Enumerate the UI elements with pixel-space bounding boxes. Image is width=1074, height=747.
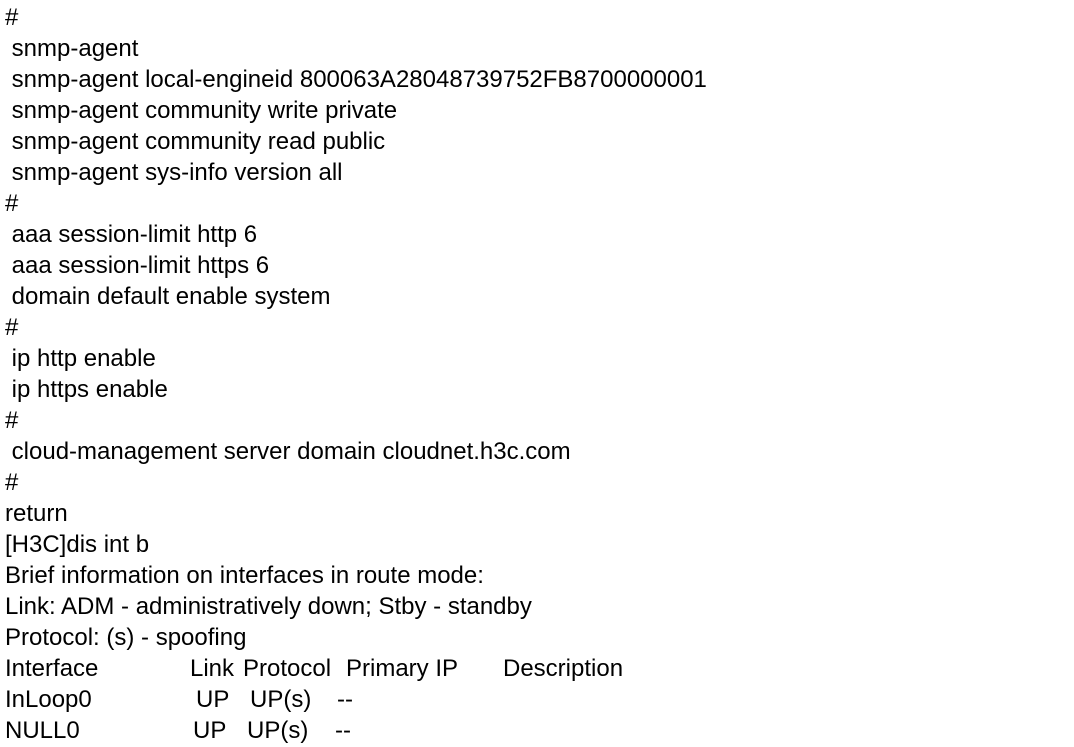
table-cell: NULL0 bbox=[5, 717, 80, 744]
terminal-line: domain default enable system bbox=[5, 283, 331, 310]
terminal-line: snmp-agent sys-info version all bbox=[5, 159, 343, 186]
table-cell: UP(s) bbox=[250, 686, 312, 713]
table-header: Interface bbox=[5, 655, 99, 682]
terminal-line: snmp-agent local-engineid 800063A28048739752FB8700000001 bbox=[5, 66, 707, 93]
terminal-line: snmp-agent community write private bbox=[5, 97, 398, 124]
terminal-line: # bbox=[5, 407, 19, 434]
table-cell: UP(s) bbox=[247, 717, 309, 744]
table-cell: InLoop0 bbox=[5, 686, 92, 713]
terminal-line: Brief information on interfaces in route mode: bbox=[5, 562, 484, 589]
terminal-line: # bbox=[5, 469, 19, 496]
terminal-line: # bbox=[5, 190, 19, 217]
terminal-line: cloud-management server domain cloudnet.h3c.com bbox=[5, 438, 571, 465]
table-header: Primary IP bbox=[346, 655, 459, 682]
terminal-line: Protocol: (s) - spoofing bbox=[5, 624, 247, 651]
terminal-line: [H3C]dis int b bbox=[5, 531, 150, 558]
terminal-line: snmp-agent community read public bbox=[5, 128, 386, 155]
terminal-line: snmp-agent bbox=[5, 35, 139, 62]
terminal-line: Link: ADM - administratively down; Stby - standby bbox=[5, 593, 532, 620]
terminal-line: # bbox=[5, 4, 19, 31]
terminal-line: ip http enable bbox=[5, 345, 156, 372]
terminal-line: aaa session-limit http 6 bbox=[5, 221, 258, 248]
table-cell: -- bbox=[335, 717, 351, 744]
terminal-line: ip https enable bbox=[5, 376, 168, 403]
table-header: Description bbox=[503, 655, 624, 682]
terminal-line: return bbox=[5, 500, 68, 527]
table-header: Protocol bbox=[243, 655, 332, 682]
table-cell: UP bbox=[193, 717, 227, 744]
table-cell: -- bbox=[337, 686, 353, 713]
terminal-line: aaa session-limit https 6 bbox=[5, 252, 270, 279]
table-header: Link bbox=[190, 655, 235, 682]
table-cell: UP bbox=[196, 686, 230, 713]
terminal-line: # bbox=[5, 314, 19, 341]
